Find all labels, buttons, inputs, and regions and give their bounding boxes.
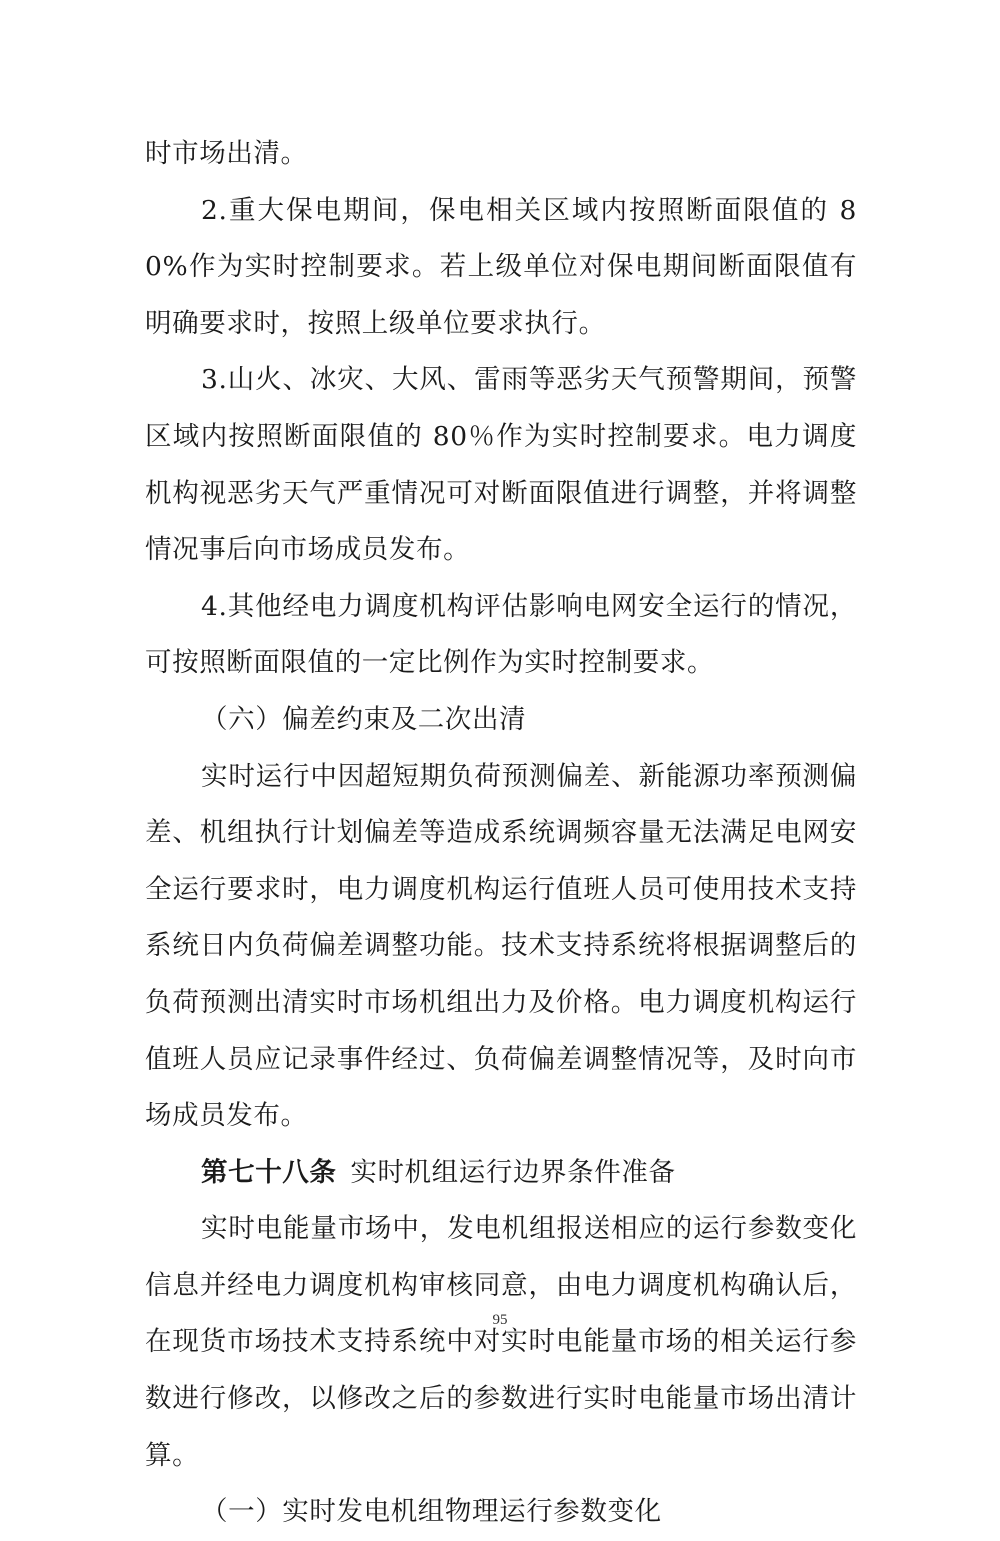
- section-heading-six: （六）偏差约束及二次出清: [201, 703, 527, 735]
- paragraph-item-3: 3.山火、冰灾、大风、雷雨等恶劣天气预警期间，预警区域内按照断面限值的 80％作为实时控制要求。电力调度机构视恶劣天气严重情况可对断面限值进行调整，并将调整情况事后向市场成员发布。: [145, 364, 857, 566]
- section-heading-one: （一）实时发电机组物理运行参数变化: [201, 1496, 662, 1528]
- article-number: 第七十八条: [201, 1156, 337, 1188]
- paragraph-continuation: 时市场出清。: [145, 138, 308, 169]
- page-number: 95: [492, 1312, 508, 1328]
- paragraph-item-4: 4.其他经电力调度机构评估影响电网安全运行的情况，可按照断面限值的一定比例作为实时控制要求。: [145, 590, 857, 679]
- article-title: 实时机组运行边界条件准备: [350, 1156, 676, 1188]
- paragraph-deviation: 实时运行中因超短期负荷预测偏差、新能源功率预测偏差、机组执行计划偏差等造成系统调频容量无法满足电网安全运行要求时，电力调度机构运行值班人员可使用技术支持系统日内负荷偏差调整功能。技术支持系统将根据调整后的负荷预测出清实时市场机组出力及价格。电力调度机构运行值班人员应记录事件经过、负荷偏差调整情况等，及时向市场成员发布。: [145, 760, 857, 1132]
- paragraph-realtime-market: 实时电能量市场中，发电机组报送相应的运行参数变化信息并经电力调度机构审核同意，由电力调度机构确认后，在现货市场技术支持系统中对实时电能量市场的相关运行参数进行修改，以修改之后的参数进行实时电能量市场出清计算。: [145, 1213, 857, 1471]
- article-heading: [145, 1145, 857, 1202]
- paragraph-item-2: 2.重大保电期间，保电相关区域内按照断面限值的 80%作为实时控制要求。若上级单位对保电期间断面限值有明确要求时，按照上级单位要求执行。: [145, 194, 857, 339]
- article-gap: [337, 1157, 351, 1188]
